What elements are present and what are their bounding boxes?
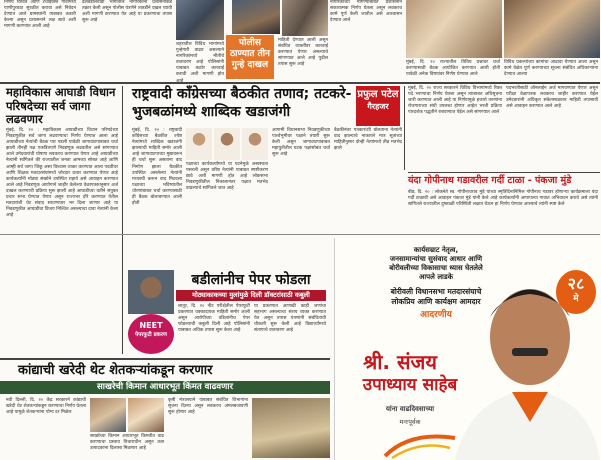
top-divider xyxy=(0,82,600,84)
pankaja-body: बीड, दि. २० : लोकनेते स्व. गोपीनाथराव मुंडे यांच्या स्मृतिदिनानिमित्त गोपीनाथ गडावर होणाऱ्या कार्यक्रमाला यंदा गर्दी टाळावी असे आवाहन पंकजा मुंडे यांनी केले आहे कार्यकर्त्यांनी आपापल्या गावात अभिवादन करावे असे त्यांनी सांगितले राज्यातील दुष्काळी परिस्थिती लक्षात घेऊन हा निर्णय घेण्यात आल्याचे त्यांनी स्पष्ट केले xyxy=(408,190,598,208)
main-headline: राष्ट्रवादी कॉंग्रेसच्या बैठकीत तणाव; तटकरे- भुजबळांमध्ये शाब्दिक खडाजंगी xyxy=(132,86,352,120)
ad-name-2: उपाध्याय साहेब xyxy=(362,375,458,395)
leader-photo-2 xyxy=(214,128,240,160)
top-article-col7: विविध प्रकल्पांच्या कामांचा आढावा घेण्यात आला असून कामे वेळेत पूर्ण करण्याच्या सूचना संबंधित अधिकाऱ्यांना देण्यात आल्या xyxy=(504,60,598,78)
paper-body-col1: लातूर, दि. २० नीट परीक्षेतील पेपरफुटी प्रकरणात धक्कादायक माहिती समोर आली असून आरोपीच्या वडिलांनीच पेपर फोडल्याची कबुली दिली आहे पोलिसांनी याबाबत अधिक तपास सुरू केला आहे xyxy=(178,304,250,334)
police-headline-box: पोलीस ठाण्यात तीन गुन्हे दाखल xyxy=(226,35,274,79)
crime-photo-2 xyxy=(232,0,280,34)
column-divider xyxy=(122,86,123,354)
neet-badge xyxy=(128,314,174,354)
main-body-col3: आगामी विधानसभा निवडणुकीच्या पार्श्वभूमीवर पक्षाने तयारी सुरू केली असून जागावाटपाबाबत महायुतीतील घटक पक्षांसोबत चर्चा सुरू आहे xyxy=(272,128,330,158)
onion-headline: कांद्याची खरेदी थेट शेतकऱ्यांकडून करणार xyxy=(18,363,213,378)
crime-photo-3 xyxy=(282,0,328,36)
right-rule xyxy=(408,172,600,173)
onion-body-col3: कृषी मंत्रालयाने याबाबत संबंधित विभागांना सूचना दिल्या असून लवकरच अंमलबजावणी सुरू होणार आहे xyxy=(168,398,248,416)
top-article-col4: माहिती देण्यात आली असून संबंधित व्यक्तींवर कारवाई करण्यात येणार असल्याचे सांगण्यात आले आहे पुढील तपास सुरू आहे xyxy=(278,38,328,68)
praful-badge-name: प्रफुल पटेल xyxy=(357,89,399,100)
right-article-col2: पदभरतीसाठी ऑनलाईन अर्ज मागवण्यात येणार असून परीक्षा वेळापत्रक लवकरच जाहीर करण्यात येईल उमेदवारांनी अधिकृत संकेतस्थळावर माहिती तपासावी असे आवाहन करण्यात आले आहे xyxy=(506,86,598,110)
paper-body-col2: या प्रकरणात आणखी काही जणांचा सहभाग असल्याचा संशय व्यक्त करण्यात येत असून तपास यंत्रणांनी संबंधितांची चौकशी सुरू केली आहे विद्यार्थ्यांमध्ये संतापाचे वातावरण आहे xyxy=(254,304,326,334)
leader-photo-1 xyxy=(186,128,212,160)
neet-label: NEET xyxy=(139,321,163,330)
onion-subheadline: साखरेची किमान आधारभूत किंमत वाढवणार xyxy=(0,381,330,394)
meeting-photo xyxy=(406,0,502,58)
ad-line-9: मनःपूर्वक xyxy=(399,418,421,426)
left-article-body: मुंबई, दि. २० : महाविकास आघाडीच्या विधान परिषदेच्या निवडणुकीत सर्व जागा लढवण्याचा निर्णय घेण्यात आला आहे आघाडीच्या नेत्यांची बैठक पार पडली यावेळी जागावाटपाबाबत चर्चा झाली तीनही पक्ष एकत्रितपणे निवडणूक लढवतील असे सांगण्यात आले उमेदवारांची घोषणा लवकरच करण्यात येणार आहे आघाडीच्या नेत्यांनी सांगितले की राज्यातील जनता आमच्या सोबत आहे आणि आम्ही सर्व जागा जिंकू असा विश्वास व्यक्त करण्यात आला पदवीधर आणि शिक्षक मतदारसंघांमध्ये जोरदार प्रचार करण्यात येणार आहे कार्यकर्त्यांनी मोठ्या संख्येने उपस्थित राहावे असे आवाहन करण्यात आले आहे निवडणूक आयोगाने जाहीर केलेल्या वेळापत्रकानुसार अर्ज दाखल करण्याची प्रक्रिया सुरू झाली आहे आघाडीच्या वतीने संयुक्त प्रचार सभा घेण्यात येणार असून राज्यभर दौरे करण्यात येतील मतदारांशी थेट संवाद साधण्यावर भर दिला जाणार आहे या निवडणुकीत आघाडीचा विजय निश्चित असल्याचा दावा नेत्यांनी केला आहे xyxy=(6,128,118,219)
paper-subheadline: मोठ्याकाकच्या मुलांमुळे दिली डॉक्टरांसाठी कबुली xyxy=(176,290,326,301)
top-article-col5: नागरिकांच्या मागण्यांबाबत प्रशासनाने सकारात्मक निर्णय घेतला असून लवकरच कामे पूर्ण केली जातील असे आश्वासन देण्यात आले xyxy=(330,0,402,24)
ad-name-1: श्री. संजय xyxy=(363,350,437,374)
onion-body-col2: साखरेच्या किमान आधारभूत किमतीत वाढ करण्याचा प्रस्ताव विचाराधीन असून ऊस उत्पादकांना दिलासा मिळणार आहे xyxy=(90,434,164,452)
neet-case: पेपरफुटी प्रकरण xyxy=(135,332,167,338)
main-body-col1: मुंबई, दि. २० : राष्ट्रवादी कॉंग्रेसच्या बैठकीत ज्येष्ठ नेत्यांमध्ये शाब्दिक खडाजंगी झाल्याची माहिती समोर आली आहे जागावाटपाच्या मुद्यावरून ही चर्चा सुरू असताना वाद निर्माण झाला बैठकीत उपस्थित असलेल्या नेत्यांनी मध्यस्थी करून वाद मिटवला पक्षाच्या भविष्यातील धोरणांबाबत चर्चा करण्यासाठी ही बैठक बोलावण्यात आली होती xyxy=(132,128,182,207)
mid-divider xyxy=(0,234,600,235)
crime-photo-1 xyxy=(176,0,224,40)
ad-line-7: आदरणीय xyxy=(420,310,452,320)
pankaja-headline: यंदा गोपीनाथ गडावरील गर्दी टाळा - पंकजा मुंडे xyxy=(408,175,572,186)
top-article-col6: मुंबई, दि. २० राज्यातील विविध प्रश्नांवर चर्चा करण्यासाठी बैठक आयोजित करण्यात आली होती यावेळी अनेक विषयांवर निर्णय घेण्यात आले xyxy=(406,60,500,78)
praful-badge-sub: गैरहजर xyxy=(367,102,389,111)
onion-body-col1: नवी दिल्ली, दि. २० केंद्र सरकारने कांद्याची खरेदी थेट शेतकऱ्यांकडून करण्याचा निर्णय घेतला आहे यामुळे शेतकऱ्यांना योग्य दर मिळेल xyxy=(6,398,86,416)
right-divider xyxy=(404,86,405,170)
ad-greeting-swoosh xyxy=(380,426,460,460)
ad-line-2: जनसामान्यांचा सुसंवाद आधार आणि xyxy=(389,255,483,263)
ad-line-1: कार्यसम्राट नेतृत्व, xyxy=(413,246,459,254)
lower-divider xyxy=(0,358,330,360)
group-photo xyxy=(504,0,600,58)
ad-date-badge xyxy=(556,270,596,314)
accused-photo xyxy=(128,270,174,314)
ad-date-num: २८ xyxy=(567,274,585,293)
ad-line-6: लोकप्रिय आणि कार्यक्षम आमदार xyxy=(391,297,481,306)
top-article-col3: शहरातील विविध भागांमध्ये गुन्हेगारी वाढत असल्याने नागरिकांमध्ये भीतीचे वातावरण आहे पोलिसांनी याबाबत कठोर कारवाई करावी अशी मागणी होत xyxy=(176,42,224,78)
ad-line-8: यांना वाढदिवसाच्या xyxy=(385,405,435,413)
ad-line-4: आपले लाडके xyxy=(419,273,453,281)
leader-photo-3 xyxy=(242,128,268,160)
praful-badge xyxy=(356,86,400,126)
onion-photo-2 xyxy=(128,398,164,432)
main-body-col2: पक्षाच्या कार्यकर्त्यांमध्ये या घटनेमुळे अस्वस्थता पसरली असून वरिष्ठ नेत्यांनी याबाबत स्पष्टीकरण द्यावे अशी मागणी होत आहे लोकसभा निवडणुकीतील निकालानंतर पक्षात मतभेद वाढल्याचे सांगितले जात आहे xyxy=(186,162,268,192)
top-article-col2: ढेलवडीलवाडी भागातील नागरिकांनी प्रशासनाकडे तक्रार केली असून पोलीस यंत्रणेने तातडीने दखल घ्यावी अशी मागणी करण्यात येत आहे या प्रकरणाचा तपास सुरू आहे xyxy=(82,0,172,24)
main-body-col4: बैठकीनंतर पत्रकारांशी बोलताना नेत्यांनी वाद झाल्याचे नाकारले मात्र सूत्रांच्या माहितीनुसार दोन्ही नेत्यांमध्ये तीव्र मतभेद झाले xyxy=(334,128,402,152)
ad-line-5: बोरीवली विधानसभा मतदारसंघाचे xyxy=(390,287,482,296)
paper-headline: बडीलांनीच पेपर फोडला xyxy=(191,272,311,288)
right-article-col1: मुंबई, दि. २० राज्य सरकारने विविध विभागांमध्ये रिक्त पदे भरण्याचा निर्णय घेतला असून त्याबाबत अधिसूचना जारी करण्यात आली आहे या निर्णयामुळे हजारो तरुणांना रोजगाराच्या संधी उपलब्ध होणार आहेत भरती प्रक्रिया पारदर्शक पद्धतीने राबवण्यात येईल असे सांगण्यात आले xyxy=(408,86,502,116)
left-headline: महाविकास आघाडी विधान परिषदेच्या सर्व जागा लढवणार xyxy=(6,85,116,126)
onion-market-photo xyxy=(252,398,330,458)
ad-date-month: मे xyxy=(573,294,579,304)
top-article-col1: निर्णय घ्यावेत आणि टंचाईग्रस्त गावांमध्ये पाणीपुरवठा सुरळीत करावा असे निवेदन देण्यात आले ग्रामस्थांनी याबाबत तक्रारी केल्या असून प्रशासनाने लक्ष द्यावे अशी मागणी करण्यात आली आहे xyxy=(4,0,76,30)
onion-photo-1 xyxy=(90,398,126,432)
ad-line-3: बोरीवलीच्या विकासाचा ध्यास घेतलेले xyxy=(389,264,483,272)
